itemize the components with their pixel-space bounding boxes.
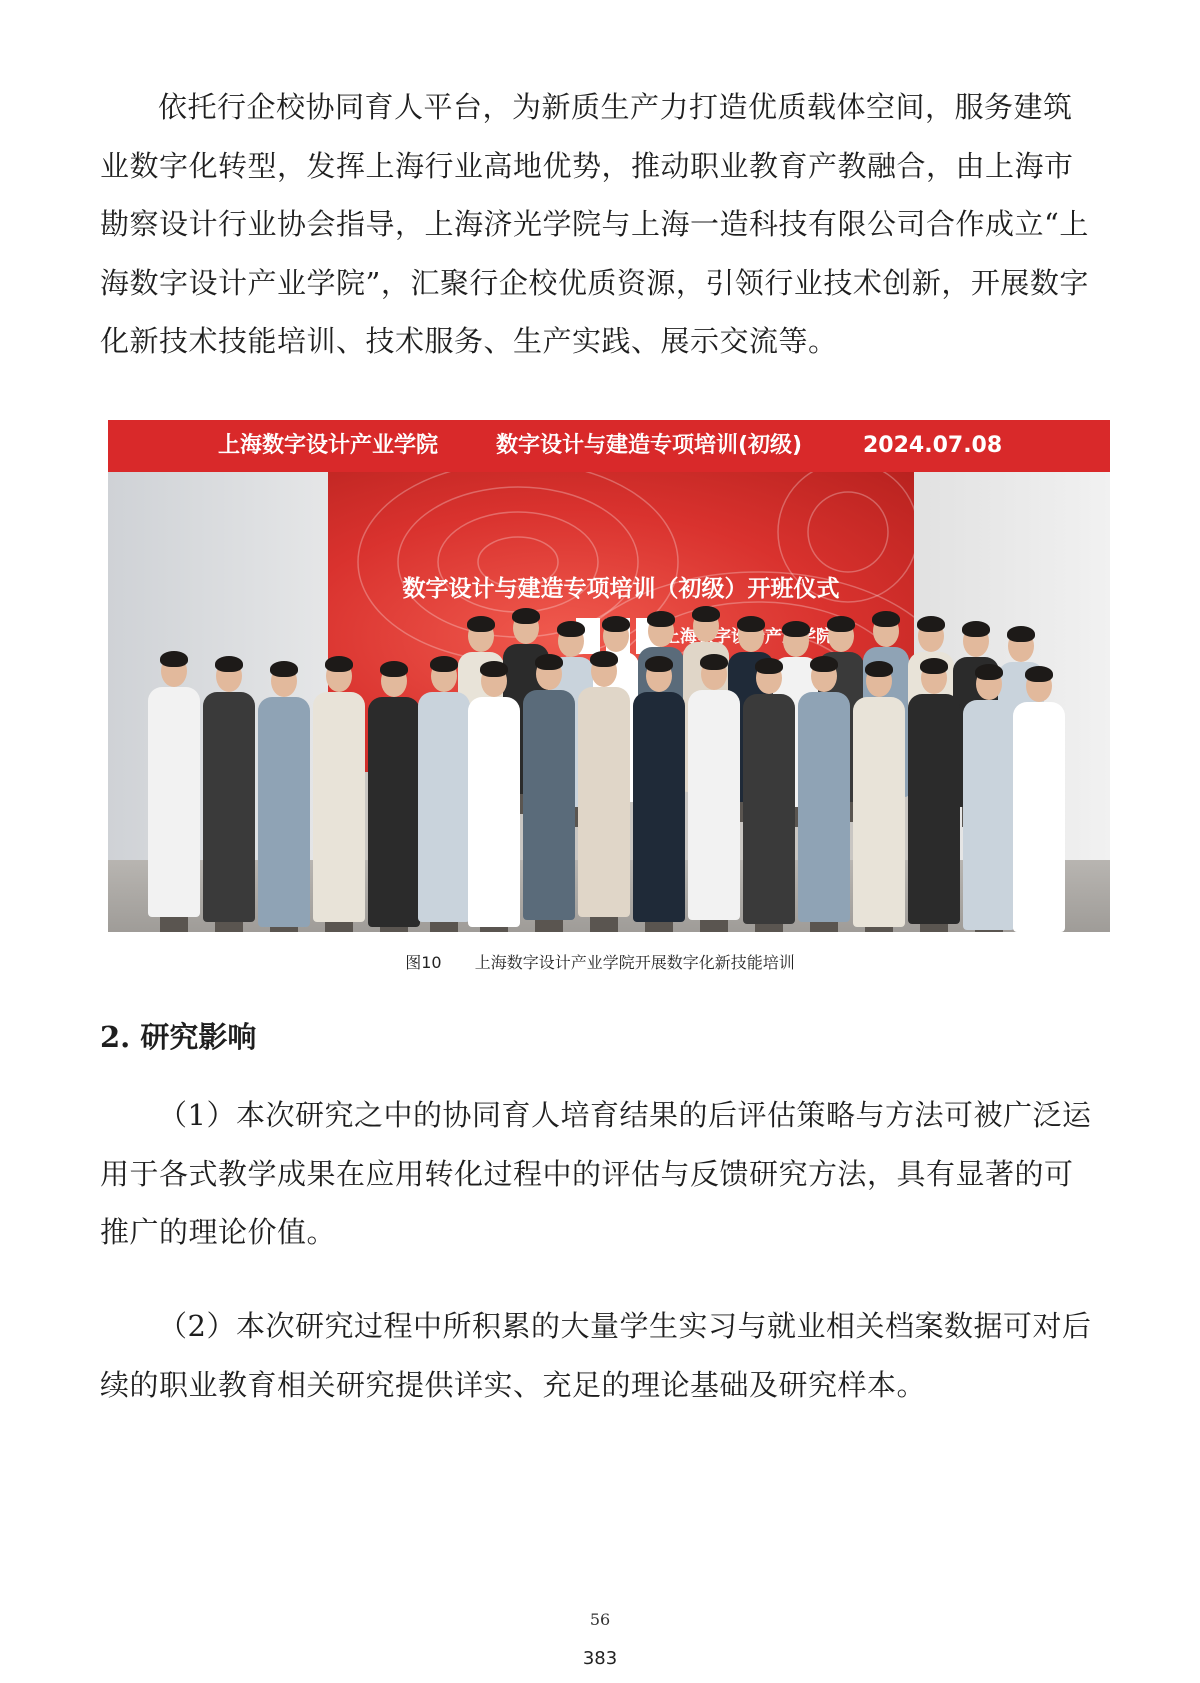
figure-label: 图10 — [405, 953, 442, 972]
figure-caption — [0, 950, 1200, 973]
impact-item-2: （2）本次研究过程中所积累的大量学生实习与就业相关档案数据可对后续的职业教育相关研究提供详实、充足的理论基础及研究样本。 — [100, 1309, 1092, 1402]
banner-academy-name: 上海数字设计产业学院 — [218, 433, 439, 458]
section-heading: 2. 研究影响 — [100, 1020, 257, 1054]
page-number-secondary: 383 — [582, 1648, 618, 1669]
photo-banner — [108, 420, 1110, 472]
impact-item-1: （1）本次研究之中的协同育人培育结果的后评估策略与方法可被广泛运用于各式教学成果在应用转化过程中的评估与反馈研究方法，具有显著的可推广的理论价值。 — [100, 1098, 1092, 1249]
banner-training-name: 数字设计与建造专项培训(初级) — [496, 433, 803, 458]
screen-title: 数字设计与建造专项培训（初级）开班仪式 — [402, 576, 840, 602]
training-group-photo — [108, 420, 1110, 932]
page-number: 56 — [589, 1610, 611, 1629]
figure-caption-text: 上海数字设计产业学院开展数字化新技能培训 — [474, 953, 795, 972]
intro-paragraph: 依托行企校协同育人平台，为新质生产力打造优质载体空间，服务建筑业数字化转型，发挥上海行业高地优势，推动职业教育产教融合，由上海市勘察设计行业协会指导，上海济光学院与上海一造科技有限公司合作成立“上海数字设计产业学院”，汇聚行企校优质资源，引领行业技术创新，开展数字化新技术技能培训、技术服务、生产实践、展示交流等。 — [100, 90, 1089, 358]
banner-date: 2024.07.08 — [863, 433, 1003, 458]
